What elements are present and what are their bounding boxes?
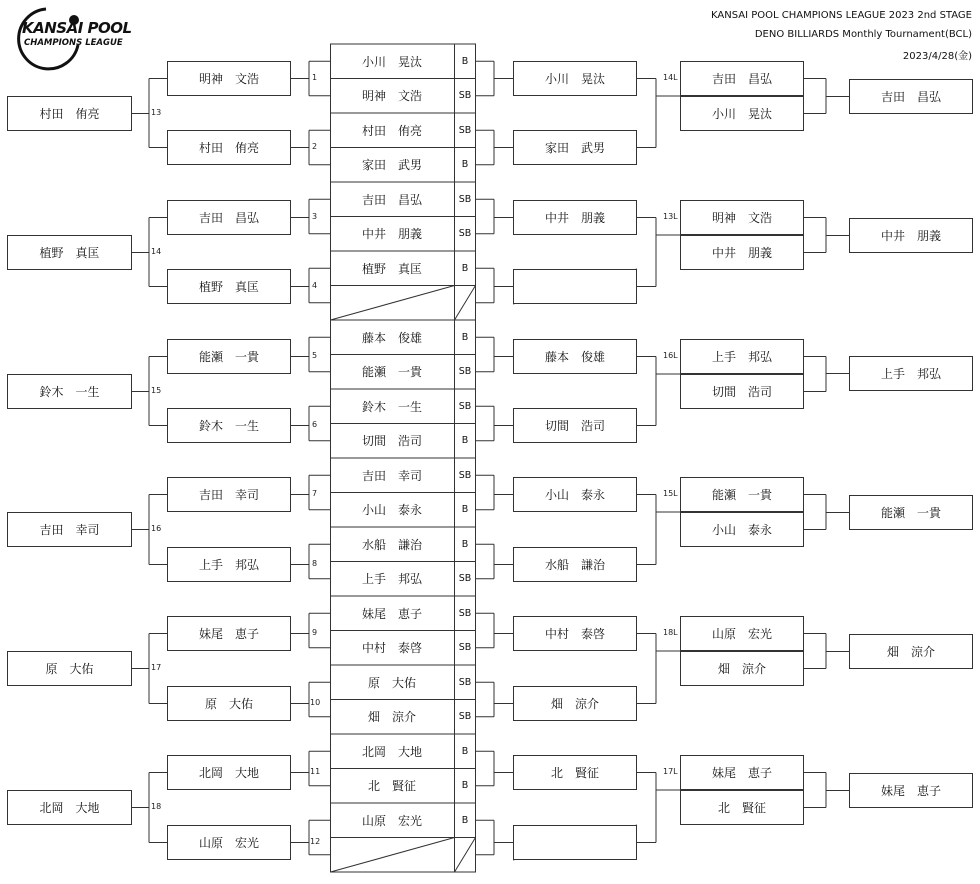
left-winner-box: 上手 邦弘 bbox=[167, 547, 291, 582]
center-player-tag bbox=[454, 838, 476, 873]
left-winner-box: 北岡 大地 bbox=[167, 755, 291, 790]
center-player-name: 小川 晃汰 bbox=[361, 54, 422, 69]
round3-player-box: 吉田 昌弘 bbox=[680, 61, 804, 96]
center-player-name: 原 大佑 bbox=[367, 675, 416, 690]
match-number-label: 8 bbox=[312, 559, 318, 568]
round3-player-box: 能瀬 一貴 bbox=[680, 477, 804, 512]
match-number-label: 17 bbox=[151, 663, 162, 672]
center-player-name bbox=[330, 286, 454, 321]
loser-bracket-box: 中井 朋義 bbox=[513, 200, 637, 235]
center-player-tag: B bbox=[461, 504, 469, 516]
loser-bracket-box: 中村 泰啓 bbox=[513, 616, 637, 651]
loser-bracket-box: 北 賢征 bbox=[513, 755, 637, 790]
left-winner-box: 能瀬 一貴 bbox=[167, 339, 291, 374]
match-number-label: 13L bbox=[663, 212, 678, 221]
round3-player-box: 山原 宏光 bbox=[680, 616, 804, 651]
round3-player-box: 上手 邦弘 bbox=[680, 339, 804, 374]
loser-bracket-box: 小山 泰永 bbox=[513, 477, 637, 512]
center-player-name: 小山 泰永 bbox=[361, 503, 422, 518]
league-logo bbox=[6, 5, 132, 71]
center-player-tag: B bbox=[461, 55, 469, 67]
center-player-name: 水船 謙治 bbox=[361, 537, 422, 552]
center-player-tag: SB bbox=[458, 573, 472, 585]
round3-player-box: 切間 浩司 bbox=[680, 374, 804, 409]
match-number-label: 1 bbox=[312, 73, 318, 82]
left-winner-box: 吉田 昌弘 bbox=[167, 200, 291, 235]
match-number-label: 12 bbox=[310, 837, 321, 846]
center-player-tag: B bbox=[461, 435, 469, 447]
center-player-tag: SB bbox=[458, 90, 472, 102]
center-player-name: 山原 宏光 bbox=[361, 813, 422, 828]
center-player-name: 鈴木 一生 bbox=[361, 399, 422, 414]
center-player-name bbox=[330, 838, 454, 873]
qualifier-box: 妹尾 恵子 bbox=[849, 773, 973, 808]
center-player-tag: B bbox=[461, 538, 469, 550]
loser-bracket-box: 小川 晃汰 bbox=[513, 61, 637, 96]
match-number-label: 6 bbox=[312, 420, 318, 429]
center-player-tag: SB bbox=[458, 366, 472, 378]
center-player-name: 村田 侑亮 bbox=[361, 123, 422, 138]
center-player-name: 畑 涼介 bbox=[367, 710, 416, 725]
round3-player-box: 小山 泰永 bbox=[680, 512, 804, 547]
center-player-name: 切間 浩司 bbox=[361, 434, 422, 449]
round3-player-box: 明神 文浩 bbox=[680, 200, 804, 235]
center-player-tag: B bbox=[461, 780, 469, 792]
center-player-name: 吉田 幸司 bbox=[361, 468, 422, 483]
left-winner-box: 鈴木 一生 bbox=[167, 408, 291, 443]
header-date: 2023/4/28(金) bbox=[902, 51, 972, 62]
left-winner-box: 原 大佑 bbox=[167, 686, 291, 721]
center-player-name: 妹尾 恵子 bbox=[361, 606, 422, 621]
center-player-name: 家田 武男 bbox=[361, 158, 422, 173]
seed-player-box: 原 大佑 bbox=[7, 651, 132, 686]
center-player-tag: SB bbox=[458, 711, 472, 723]
center-player-name: 中村 泰啓 bbox=[361, 641, 422, 656]
center-player-tag: SB bbox=[458, 642, 472, 654]
center-player-tag: SB bbox=[458, 124, 472, 136]
center-player-name: 植野 真匡 bbox=[361, 261, 422, 276]
loser-bracket-box: 藤本 俊雄 bbox=[513, 339, 637, 374]
seed-player-box: 吉田 幸司 bbox=[7, 512, 132, 547]
match-number-label: 9 bbox=[312, 628, 318, 637]
logo-title: KANSAI POOL bbox=[22, 19, 132, 37]
center-player-tag: SB bbox=[458, 469, 472, 481]
left-winner-box: 植野 真匡 bbox=[167, 269, 291, 304]
match-number-label: 13 bbox=[151, 108, 162, 117]
match-number-label: 16L bbox=[663, 351, 678, 360]
center-player-tag: SB bbox=[458, 193, 472, 205]
left-winner-box: 山原 宏光 bbox=[167, 825, 291, 860]
qualifier-box: 吉田 昌弘 bbox=[849, 79, 973, 114]
center-player-name: 北 賢征 bbox=[367, 779, 416, 794]
left-winner-box: 妹尾 恵子 bbox=[167, 616, 291, 651]
center-player-tag bbox=[454, 286, 476, 321]
qualifier-box: 畑 涼介 bbox=[849, 634, 973, 669]
qualifier-box: 上手 邦弘 bbox=[849, 356, 973, 391]
match-number-label: 18L bbox=[663, 628, 678, 637]
center-player-tag: B bbox=[461, 814, 469, 826]
loser-bracket-box: 切間 浩司 bbox=[513, 408, 637, 443]
round3-player-box: 妹尾 恵子 bbox=[680, 755, 804, 790]
loser-bracket-box: 水船 謙治 bbox=[513, 547, 637, 582]
qualifier-box: 能瀬 一貴 bbox=[849, 495, 973, 530]
seed-player-box: 鈴木 一生 bbox=[7, 374, 132, 409]
header-title: KANSAI POOL CHAMPIONS LEAGUE 2023 2nd STAGE bbox=[711, 10, 972, 21]
loser-bracket-box: 家田 武男 bbox=[513, 130, 637, 165]
center-player-tag: B bbox=[461, 331, 469, 343]
center-player-name: 北岡 大地 bbox=[361, 744, 422, 759]
seed-player-box: 植野 真匡 bbox=[7, 235, 132, 270]
round3-player-box: 北 賢征 bbox=[680, 790, 804, 825]
center-player-tag: B bbox=[461, 262, 469, 274]
center-player-tag: B bbox=[461, 159, 469, 171]
logo-subtitle: CHAMPIONS LEAGUE bbox=[24, 38, 123, 48]
loser-bracket-box-empty bbox=[513, 825, 637, 860]
seed-player-box: 村田 侑亮 bbox=[7, 96, 132, 131]
round3-player-box: 小川 晃汰 bbox=[680, 96, 804, 131]
match-number-label: 4 bbox=[312, 281, 318, 290]
center-player-tag: SB bbox=[458, 228, 472, 240]
left-winner-box: 吉田 幸司 bbox=[167, 477, 291, 512]
match-number-label: 5 bbox=[312, 351, 318, 360]
match-number-label: 15 bbox=[151, 386, 162, 395]
center-player-tag: SB bbox=[458, 400, 472, 412]
match-number-label: 10 bbox=[310, 698, 321, 707]
center-player-tag: SB bbox=[458, 676, 472, 688]
match-number-label: 2 bbox=[312, 142, 318, 151]
center-player-name: 中井 朋義 bbox=[361, 227, 422, 242]
qualifier-box: 中井 朋義 bbox=[849, 218, 973, 253]
round3-player-box: 畑 涼介 bbox=[680, 651, 804, 686]
match-number-label: 14L bbox=[663, 73, 678, 82]
match-number-label: 3 bbox=[312, 212, 318, 221]
match-number-label: 14 bbox=[151, 247, 162, 256]
center-player-tag: SB bbox=[458, 607, 472, 619]
round3-player-box: 中井 朋義 bbox=[680, 235, 804, 270]
center-player-name: 明神 文浩 bbox=[361, 89, 422, 104]
center-player-name: 能瀬 一貴 bbox=[361, 365, 422, 380]
loser-bracket-box: 畑 涼介 bbox=[513, 686, 637, 721]
header-subtitle: DENO BILLIARDS Monthly Tournament(BCL) bbox=[754, 29, 972, 40]
match-number-label: 15L bbox=[663, 489, 678, 498]
match-number-label: 16 bbox=[151, 524, 162, 533]
match-number-label: 7 bbox=[312, 489, 318, 498]
center-player-name: 吉田 昌弘 bbox=[361, 192, 422, 207]
match-number-label: 18 bbox=[151, 802, 162, 811]
loser-bracket-box-empty bbox=[513, 269, 637, 304]
seed-player-box: 北岡 大地 bbox=[7, 790, 132, 825]
center-player-name: 上手 邦弘 bbox=[361, 572, 422, 587]
left-winner-box: 明神 文浩 bbox=[167, 61, 291, 96]
match-number-label: 11 bbox=[310, 767, 321, 776]
match-number-label: 17L bbox=[663, 767, 678, 776]
center-player-tag: B bbox=[461, 745, 469, 757]
center-player-name: 藤本 俊雄 bbox=[361, 330, 422, 345]
left-winner-box: 村田 侑亮 bbox=[167, 130, 291, 165]
